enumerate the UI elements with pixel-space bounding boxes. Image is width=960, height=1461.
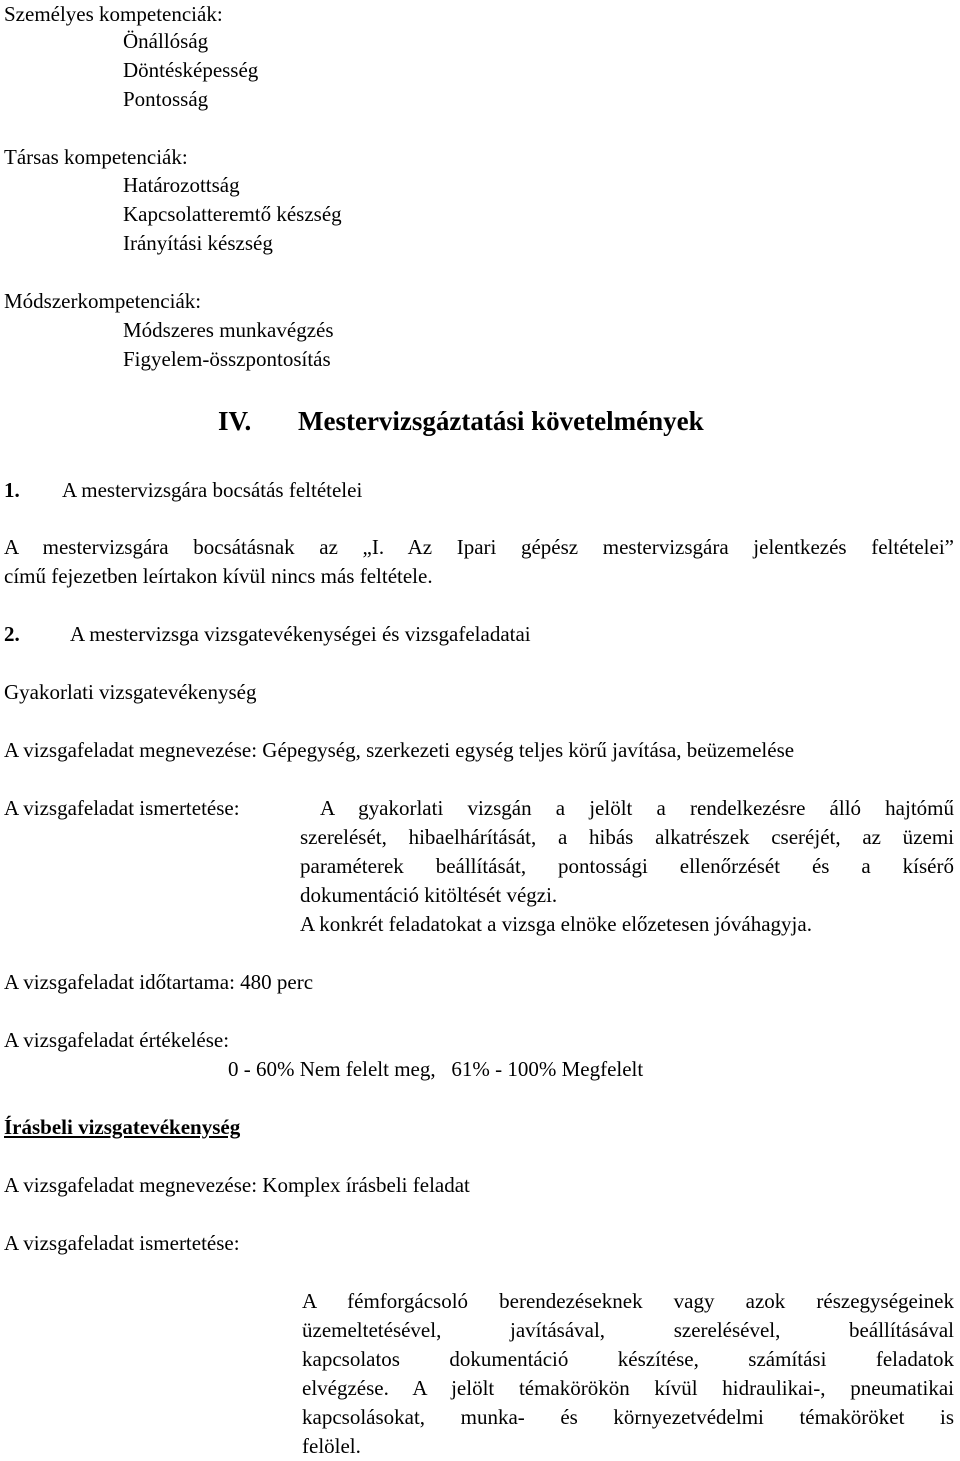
- competency-item: Döntésképesség: [123, 58, 259, 82]
- written-heading: Írásbeli vizsgatevékenység: [4, 1115, 241, 1139]
- competency-item: Határozottság: [123, 173, 240, 197]
- practical-desc-label: A vizsgafeladat ismertetése:: [4, 796, 240, 820]
- practical-desc-line: paraméterek beállítását, pontossági ellenőrzését és a kísérő: [300, 854, 954, 878]
- section-title: A mestervizsgára bocsátás feltételei: [62, 478, 363, 502]
- personal-competencies-label: Személyes kompetenciák:: [4, 2, 223, 26]
- competency-item: Módszeres munkavégzés: [123, 318, 334, 342]
- written-desc-line: felölel.: [302, 1434, 361, 1458]
- practical-desc-line: szerelését, hibaelhárítását, a hibás alkatrészek cseréjét, az üzemi: [300, 825, 954, 849]
- practical-duration: A vizsgafeladat időtartama: 480 perc: [4, 970, 314, 994]
- practical-heading: Gyakorlati vizsgatevékenység: [4, 680, 257, 704]
- competency-item: Pontosság: [123, 87, 209, 111]
- competency-item: Kapcsolatteremtő készség: [123, 202, 342, 226]
- written-desc-line: elvégzése. A jelölt témakörökön kívül hidraulikai-, pneumatikai: [302, 1376, 954, 1400]
- competency-item: Figyelem-összpontosítás: [123, 347, 331, 371]
- section1-body-line: című fejezetben leírtakon kívül nincs más feltétele.: [4, 564, 433, 588]
- written-task-name: A vizsgafeladat megnevezése: Komplex írásbeli feladat: [4, 1173, 470, 1197]
- practical-task-name: A vizsgafeladat megnevezése: Gépegység, szerkezeti egység teljes körű javítása, beüzemelése: [4, 738, 795, 762]
- written-desc-line: üzemeltetésével, javításával, szerelésével, beállításával: [302, 1318, 954, 1342]
- chapter-title: Mestervizsgáztatási követelmények: [298, 406, 704, 436]
- method-competencies-label: Módszerkompetenciák:: [4, 289, 202, 313]
- practical-eval-value: 0 - 60% Nem felelt meg, 61% - 100% Megfelelt: [228, 1057, 644, 1081]
- practical-desc-line: A konkrét feladatokat a vizsga elnöke előzetesen jóváhagyja.: [300, 912, 812, 936]
- practical-desc-line: A gyakorlati vizsgán a jelölt a rendelkezésre álló hajtómű: [320, 796, 954, 820]
- section-number: 2.: [4, 622, 20, 646]
- social-competencies-label: Társas kompetenciák:: [4, 145, 188, 169]
- chapter-number: IV.: [218, 406, 252, 436]
- competency-item: Önállóság: [123, 29, 209, 53]
- section-title: A mestervizsga vizsgatevékenységei és vizsgafeladatai: [70, 622, 531, 646]
- written-desc-line: A fémforgácsoló berendezéseknek vagy azok részegységeinek: [302, 1289, 954, 1313]
- section-number: 1.: [4, 478, 20, 502]
- practical-eval-label: A vizsgafeladat értékelése:: [4, 1028, 230, 1052]
- competency-item: Irányítási készség: [123, 231, 273, 255]
- section1-body-line: A mestervizsgára bocsátásnak az „I. Az Ipari gépész mestervizsgára jelentkezés feltételei”: [4, 535, 954, 559]
- written-desc-line: kapcsolásokat, munka- és környezetvédelmi témaköröket is: [302, 1405, 954, 1429]
- written-desc-line: kapcsolatos dokumentáció készítése, számítási feladatok: [302, 1347, 954, 1371]
- practical-desc-line: dokumentáció kitöltését végzi.: [300, 883, 558, 907]
- written-desc-label: A vizsgafeladat ismertetése:: [4, 1231, 240, 1255]
